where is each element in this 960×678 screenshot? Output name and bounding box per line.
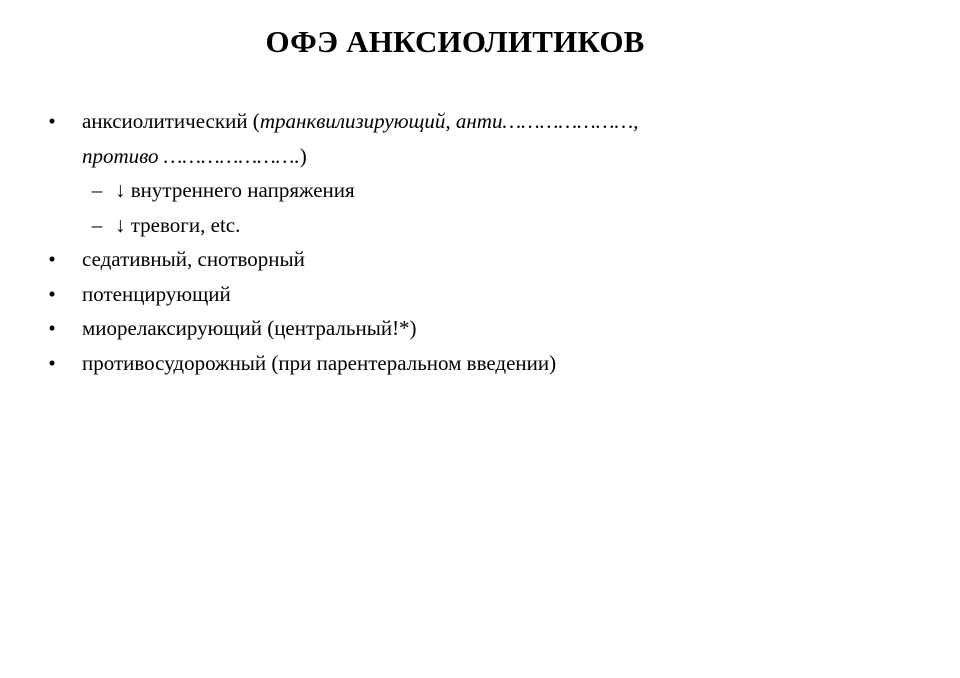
list-item-text: потенцирующий [82,281,231,306]
sub-list-item [0,208,900,243]
bullet-icon: • [48,281,56,306]
list-item-text: седативный, снотворный [82,247,305,271]
list-item-text-normal: ) [299,143,307,168]
bullet-list [0,104,900,380]
list-item-text: противосудорожный (при парентеральном введении) [82,350,557,375]
list-item-text-italic: транквилизирующий, анти…………………, [259,109,639,133]
bullet-icon: • [48,247,56,271]
list-item-text: миорелаксирующий (центральный!*) [82,316,417,340]
list-item [0,104,900,139]
list-item-text-normal: анксиолитический ( [82,109,260,133]
list-item [0,277,900,312]
list-item [0,311,900,346]
sub-list-item-text: ↓ внутреннего напряжения [115,178,355,202]
list-item-continuation [0,139,900,174]
dash-icon: – [91,178,103,202]
bullet-icon: • [48,316,56,340]
list-item [0,346,900,381]
list-item-text [82,104,638,139]
list-item-text [82,139,307,174]
slide-title: ОФЭ АНКСИОЛИТИКОВ [265,24,645,59]
dash-icon: – [91,212,103,237]
sub-list-item-text: ↓ тревоги, etc. [115,212,241,237]
bullet-icon: • [48,109,56,133]
bullet-icon: • [48,350,56,375]
sub-list-item [0,173,900,208]
list-item [0,242,900,277]
list-item-text-italic: противо …………………. [82,143,300,168]
